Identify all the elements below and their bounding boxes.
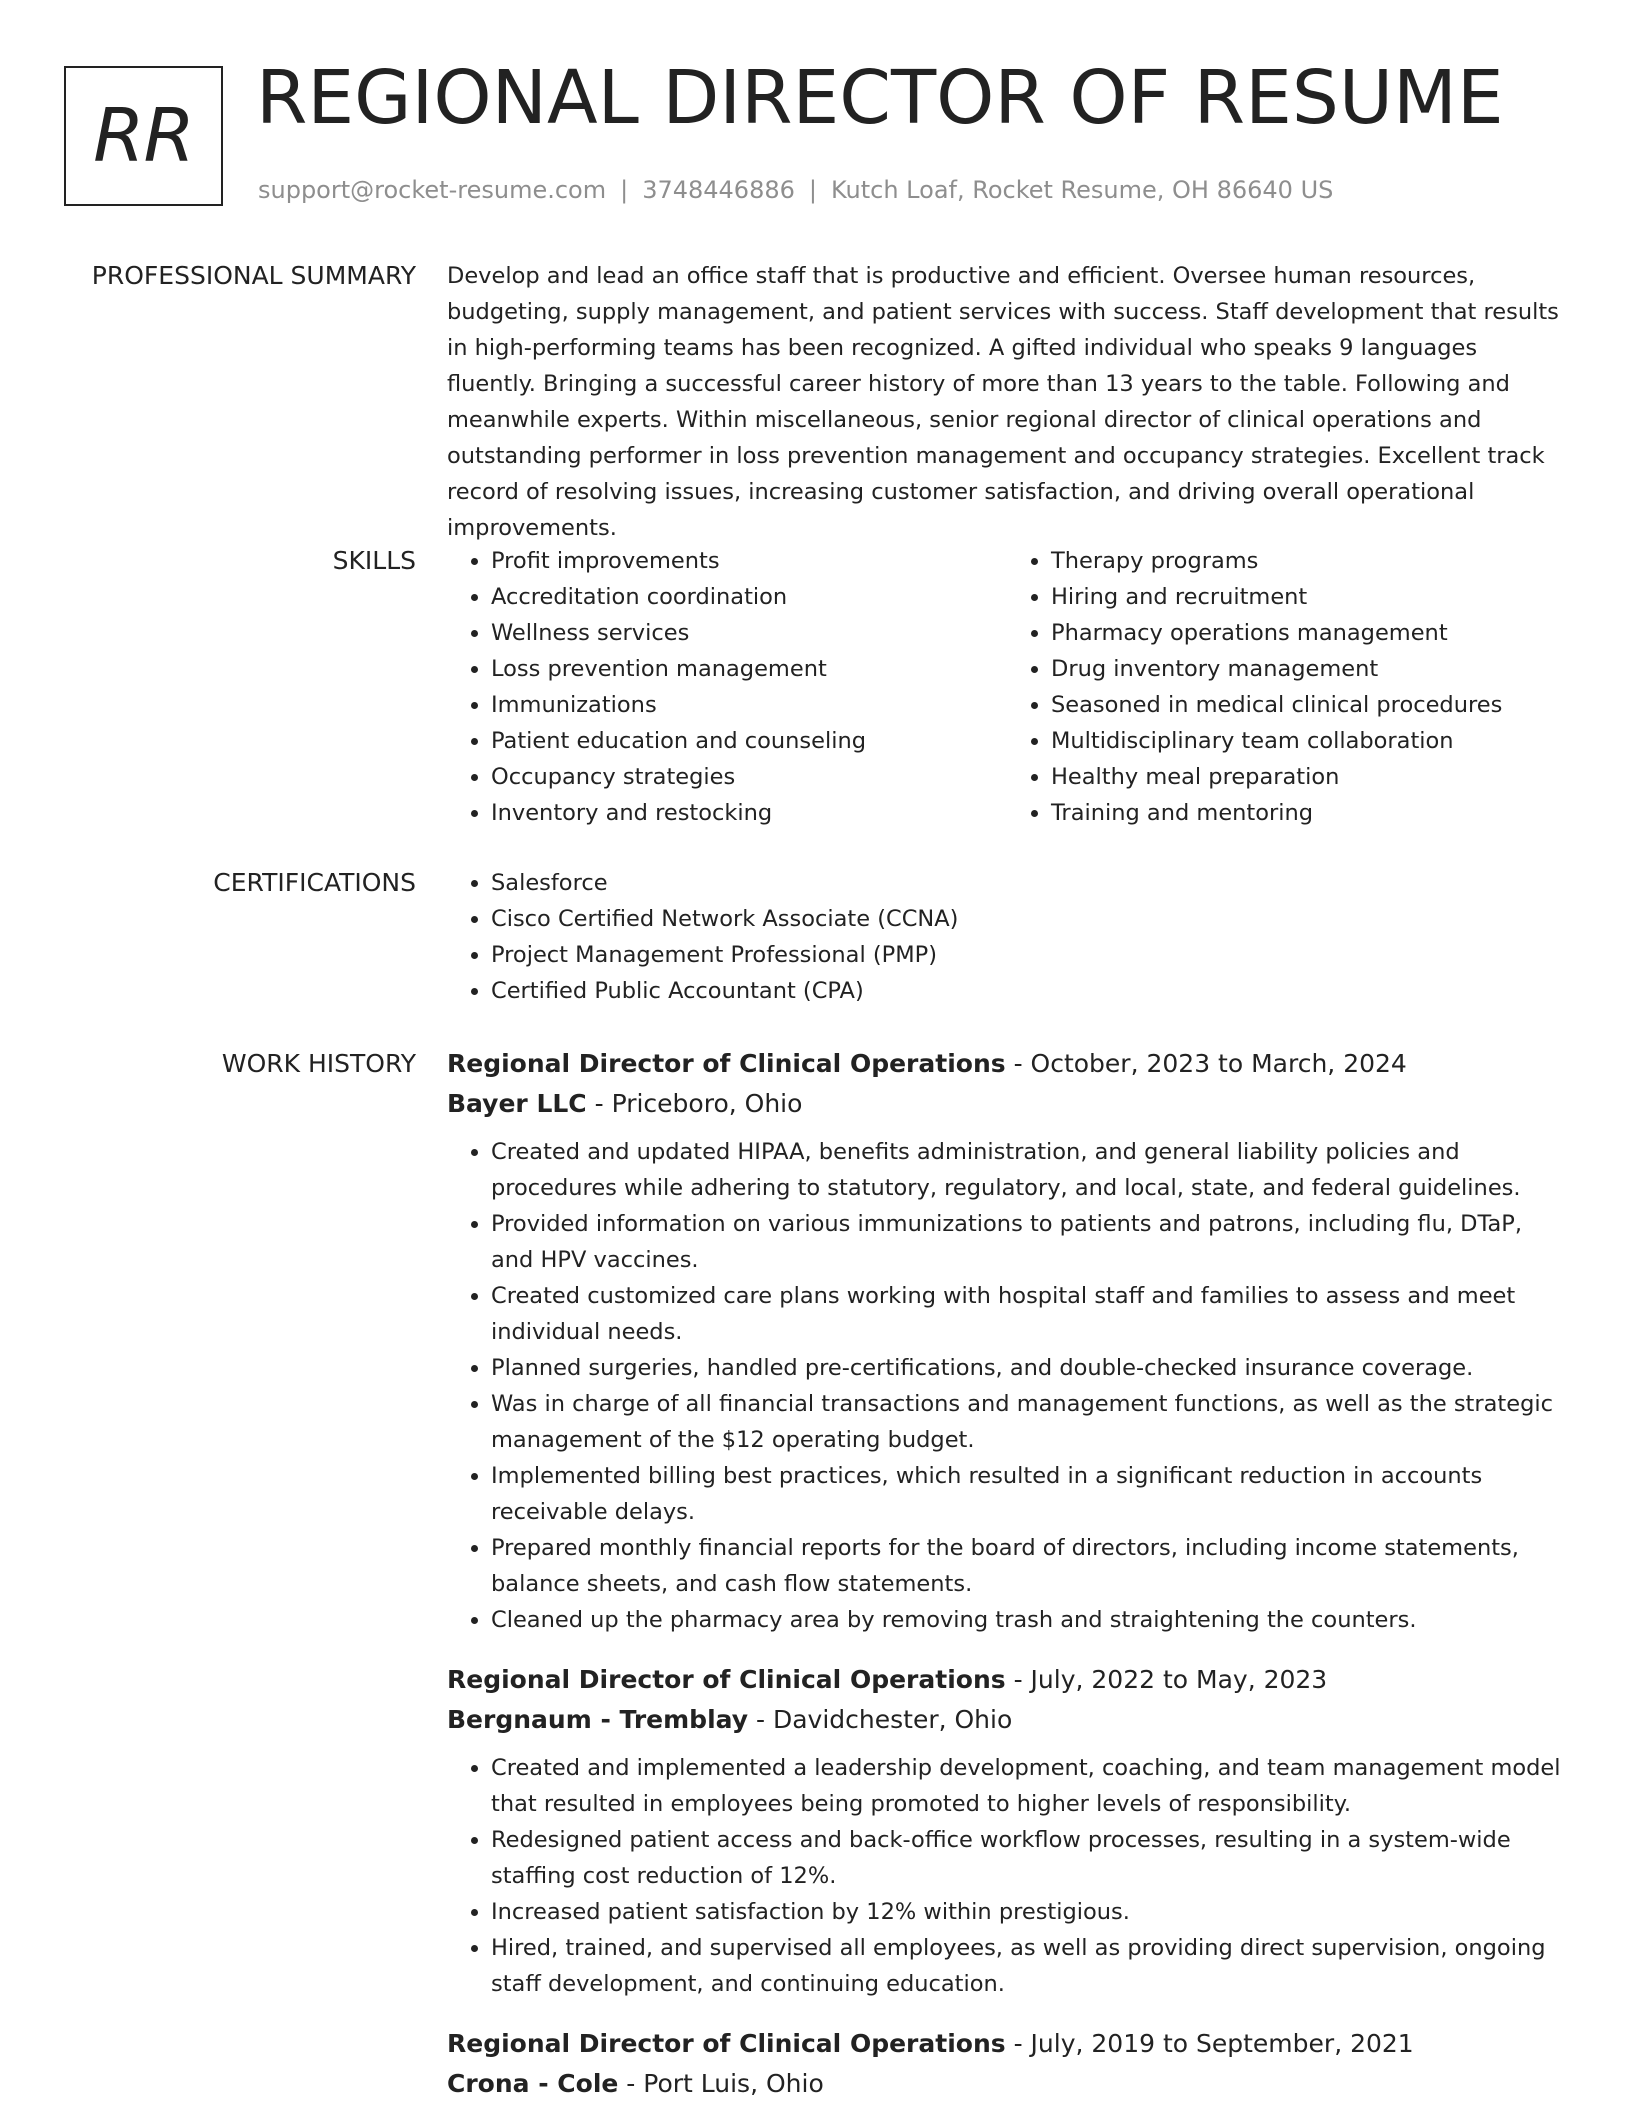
job-dates: - July, 2019 to September, 2021 [1005,2029,1414,2058]
section-label-certifications: CERTIFICATIONS [213,868,416,897]
certification-item: • Certified Public Accountant (CPA) [491,973,1567,1009]
skill-item: • Profit improvements [491,543,1007,579]
skill-item: • Accreditation coordination [491,579,1007,615]
job-bullet: • Increased patient satisfaction by 12% within prestigious. [491,1894,1567,1930]
job-bullet: • Was in charge of all financial transactions and management functions, as well as the strategic management of the $12 operating budget. [491,1386,1567,1458]
job-entry [447,2024,1567,2104]
skill-item: • Therapy programs [1051,543,1567,579]
contact-separator: | [620,176,629,204]
job-bullet: • Implemented billing best practices, which resulted in a significant reduction in accounts receivable delays. [491,1458,1567,1530]
job-bullet: • Created customized care plans working with hospital staff and families to assess and meet individual needs. [491,1278,1567,1350]
skill-item: • Seasoned in medical clinical procedures [1051,687,1567,723]
skill-item: • Patient education and counseling [491,723,1007,759]
job-company-line [447,1700,1567,1740]
job-location: - Priceboro, Ohio [586,1089,803,1118]
job-location: - Davidchester, Ohio [748,1705,1013,1734]
job-title: Regional Director of Clinical Operations [447,2029,1006,2058]
section-label-summary: PROFESSIONAL SUMMARY [91,261,416,290]
skills-list-left [447,543,1007,831]
skill-item: • Training and mentoring [1051,795,1567,831]
certifications-body [447,865,1567,1009]
job-company: Crona - Cole [447,2069,619,2098]
skill-item: • Pharmacy operations management [1051,615,1567,651]
certification-item: • Project Management Professional (PMP) [491,937,1567,973]
job-bullet: • Provided information on various immunizations to patients and patrons, including flu, DTaP, and HPV vaccines. [491,1206,1567,1278]
job-title: Regional Director of Clinical Operations [447,1049,1006,1078]
skill-item: • Immunizations [491,687,1007,723]
job-dates: - October, 2023 to March, 2024 [1005,1049,1407,1078]
job-bullets [447,1134,1567,1638]
job-bullets [447,1750,1567,2002]
skill-item: • Inventory and restocking [491,795,1007,831]
job-company-line [447,1084,1567,1124]
work-history-body [447,1044,1567,2126]
section-label-skills: SKILLS [332,546,416,575]
job-bullet: • Planned surgeries, handled pre-certifications, and double-checked insurance coverage. [491,1350,1567,1386]
skills-body [447,543,1567,831]
job-bullet: • Redesigned patient access and back-office workflow processes, resulting in a system-wide staffing cost reduction of 12%. [491,1822,1567,1894]
job-dates: - July, 2022 to May, 2023 [1005,1665,1328,1694]
contact-separator: | [808,176,817,204]
skill-item: • Hiring and recruitment [1051,579,1567,615]
contact-phone: 3748446886 [642,176,795,204]
job-company: Bergnaum - Tremblay [447,1705,749,1734]
certifications-list [447,865,1567,1009]
job-title-line [447,2024,1567,2064]
job-entry [447,1660,1567,2002]
job-bullet: • Created and updated HIPAA, benefits administration, and general liability policies and procedures while adhering to statutory, regulatory, and local, state, and federal guidelines. [491,1134,1567,1206]
skill-item: • Loss prevention management [491,651,1007,687]
section-label-work-history: WORK HISTORY [221,1049,416,1078]
job-bullet: • Created and implemented a leadership development, coaching, and team management model that resulted in employees being promoted to higher levels of responsibility. [491,1750,1567,1822]
job-bullet: • Cleaned up the pharmacy area by removing trash and straightening the counters. [491,1602,1567,1638]
job-entry [447,1044,1567,1638]
job-bullet: • Prepared monthly financial reports for the board of directors, including income statements, balance sheets, and cash flow statements. [491,1530,1567,1602]
skills-columns [447,543,1567,831]
contact-email: support@rocket-resume.com [258,176,607,204]
job-company-line [447,2064,1567,2104]
certification-item: • Salesforce [491,865,1567,901]
summary-text: Develop and lead an office staff that is productive and efficient. Oversee human resources, budgeting, supply management, and patient services with success. Staff development that results in high-performing teams has been recognized. A gifted individual who speaks 9 languages fluently. Bringing a successful career history of more than 13 years to the table. Following and meanwhile experts. Within miscellaneous, senior regional director of clinical operations and outstanding performer in loss prevention management and occupancy strategies. Excellent track record of resolving issues, increasing customer satisfaction, and driving overall operational improvements. [447,263,1559,541]
contact-address: Kutch Loaf, Rocket Resume, OH 86640 US [830,176,1334,204]
skill-item: • Wellness services [491,615,1007,651]
skill-item: • Healthy meal preparation [1051,759,1567,795]
certification-item: • Cisco Certified Network Associate (CCNA) [491,901,1567,937]
contact-line [258,176,1333,204]
resume-name: REGIONAL DIRECTOR OF RESUME [256,55,1504,141]
job-title-line [447,1660,1567,1700]
skill-item: • Multidisciplinary team collaboration [1051,723,1567,759]
skills-list-right [1007,543,1567,831]
job-location: - Port Luis, Ohio [618,2069,824,2098]
job-bullet: • Hired, trained, and supervised all employees, as well as providing direct supervision, ongoing staff development, and continuing education. [491,1930,1567,2002]
monogram-initials: RR [93,93,194,179]
monogram-box [64,66,223,206]
job-title-line [447,1044,1567,1084]
job-company: Bayer LLC [447,1089,587,1118]
skill-item: • Occupancy strategies [491,759,1007,795]
skill-item: • Drug inventory management [1051,651,1567,687]
job-title: Regional Director of Clinical Operations [447,1665,1006,1694]
